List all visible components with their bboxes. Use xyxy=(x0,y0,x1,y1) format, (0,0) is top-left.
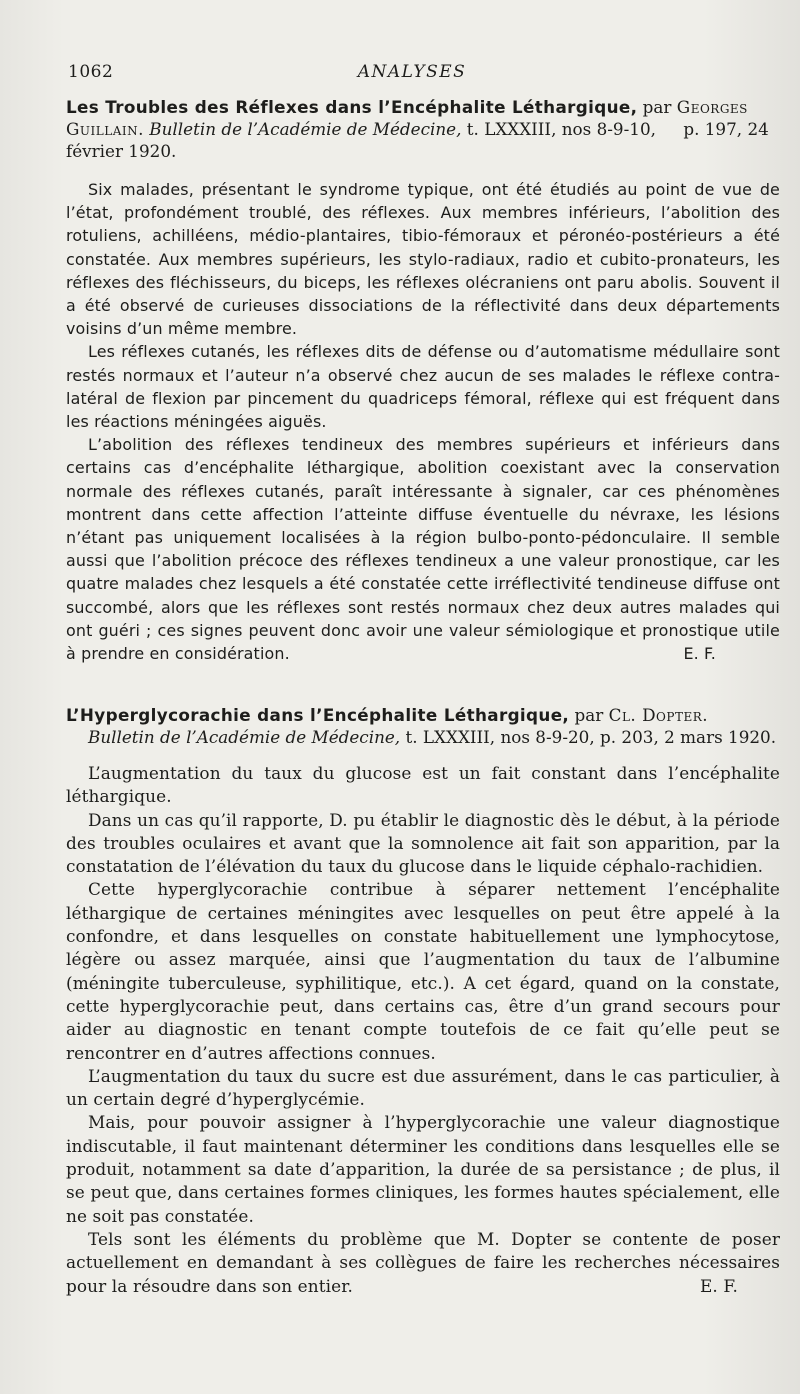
paragraph-text: L’abolition des réflexes tendineux des membres supérieurs et inférieurs dans certains cas d’encéphalite léthargique, abolition coexistant avec la conservation normale des réflexes cutanés, paraît intéressante à signaler, car ces phénomènes montrent dans cette affection l’atteinte diffuse éventuelle du névraxe, les lésions n’étant pas uniquement localisées à la région bulbo-ponto-pédonculaire. Il semble aussi que l’abolition précoce des réflexes tendineux a une valeur pronostique, car les quatre malades chez lesquels a été constatée cette irréflectivité tendineuse diffuse ont succombé, alors que les réflexes sont restés normaux chez deux autres malades qui ont guéri ; ces signes peuvent donc avoir une valeur sémiologique et pronostique utile à prendre en considération. xyxy=(66,435,780,664)
article-body xyxy=(66,762,780,1298)
paragraph xyxy=(66,1228,780,1298)
article-body xyxy=(66,178,780,665)
article-by: par xyxy=(574,705,604,725)
signature: E. F. xyxy=(699,1275,738,1296)
paragraph: Mais, pour pouvoir assigner à l’hyperglycorachie une valeur diagnostique indiscutable, il faut maintenant déterminer les conditions dans lesquelles elle se produit, notamment sa date d’apparition, la durée de sa persistance ; de plus, il se peut que, dans certaines formes cliniques, les formes hautes spécialement, elle ne soit pas constatée. xyxy=(66,1112,780,1226)
paragraph: Dans un cas qu’il rapporte, D. pu établir le diagnostic dès le début, à la période des troubles oculaires et avant que la somnolence ait fait son apparition, par la constatation de l’élévation du taux du glucose dans le liquide céphalo-rachidien. xyxy=(66,809,780,877)
article-author: Cl. Dopter. xyxy=(608,705,709,725)
article-hyperglycorachie xyxy=(66,704,780,1298)
article-citation: t. LXXXIII, nos 8-9-10, xyxy=(466,119,656,139)
article-heading xyxy=(66,704,780,748)
article-title: Les Troubles des Réflexes dans l’Encéphalite Léthargique, xyxy=(66,97,638,117)
article-reflexes xyxy=(66,96,780,665)
article-citation: t. LXXXIII, nos 8-9-20, p. 203, 2 mars 1920. xyxy=(405,727,777,747)
article-journal: Bulletin de l’Académie de Médecine, xyxy=(149,119,462,139)
signature: E. F. xyxy=(683,644,716,664)
page-number: 1062 xyxy=(68,62,114,82)
article-citation-2: p. 197, 24 février 1920. xyxy=(66,119,769,161)
paragraph: L’augmentation du taux du glucose est un fait constant dans l’encéphalite léthargique. xyxy=(66,763,780,807)
article-by: par xyxy=(642,97,672,117)
page-header xyxy=(68,62,756,88)
paragraph xyxy=(66,433,780,665)
article-author: Georges Guillain. xyxy=(66,97,748,139)
paragraph: Six malades, présentant le syndrome typique, ont été étudiés au point de vue de l’état, profondément troublé, des réflexes. Aux membres inférieurs, l’abolition des rotuliens, achilléens, médio-plantaires, tibio-fémoraux et péronéo-postérieurs a été constatée. Aux membres supérieurs, les stylo-radiaux, radio et cubito-pronateurs, les réflexes des fléchisseurs, du biceps, les réflexes olécraniens ont paru abolis. Souvent il a été observé de curieuses dissociations de la réflectivité dans deux départements voisins d’un même membre. xyxy=(66,180,780,339)
paragraph: Cette hyperglycorachie contribue à séparer nettement l’encéphalite léthargique de certaines méningites avec lesquelles on peut être appelé à la confondre, et dans lesquelles on constate habituellement une lymphocytose, légère ou assez marquée, ainsi que l’augmentation du taux de l’albumine (méningite tuberculeuse, syphilitique, etc.). A cet égard, quand on la constate, cette hyperglycorachie peut, dans certains cas, être d’un grand secours pour aider au diagnostic en tenant compte toutefois de ce fait qu’elle peut se rencontrer en d’autres affections connues. xyxy=(66,879,780,1063)
article-heading xyxy=(66,96,780,162)
paragraph-text: Tels sont les éléments du problème que M. Dopter se contente de poser actuellement en demandant à ses collègues de faire les recherches nécessaires pour la résoudre dans son entier. xyxy=(66,1228,780,1296)
article-title: L’Hyperglycorachie dans l’Encéphalite Léthargique, xyxy=(66,705,570,725)
paragraph: Les réflexes cutanés, les réflexes dits de défense ou d’automatisme médullaire sont restés normaux et l’auteur n’a observé chez aucun de ses malades le réflexe contra-latéral de flexion par pincement du quadriceps fémoral, réflexe qui est fréquent dans les réactions méningées aiguës. xyxy=(66,342,780,432)
article-journal: Bulletin de l’Académie de Médecine, xyxy=(88,727,401,747)
paragraph: L’augmentation du taux du sucre est due assurément, dans le cas particulier, à un certain degré d’hyperglycémie. xyxy=(66,1065,780,1110)
running-title: ANALYSES xyxy=(357,62,467,82)
